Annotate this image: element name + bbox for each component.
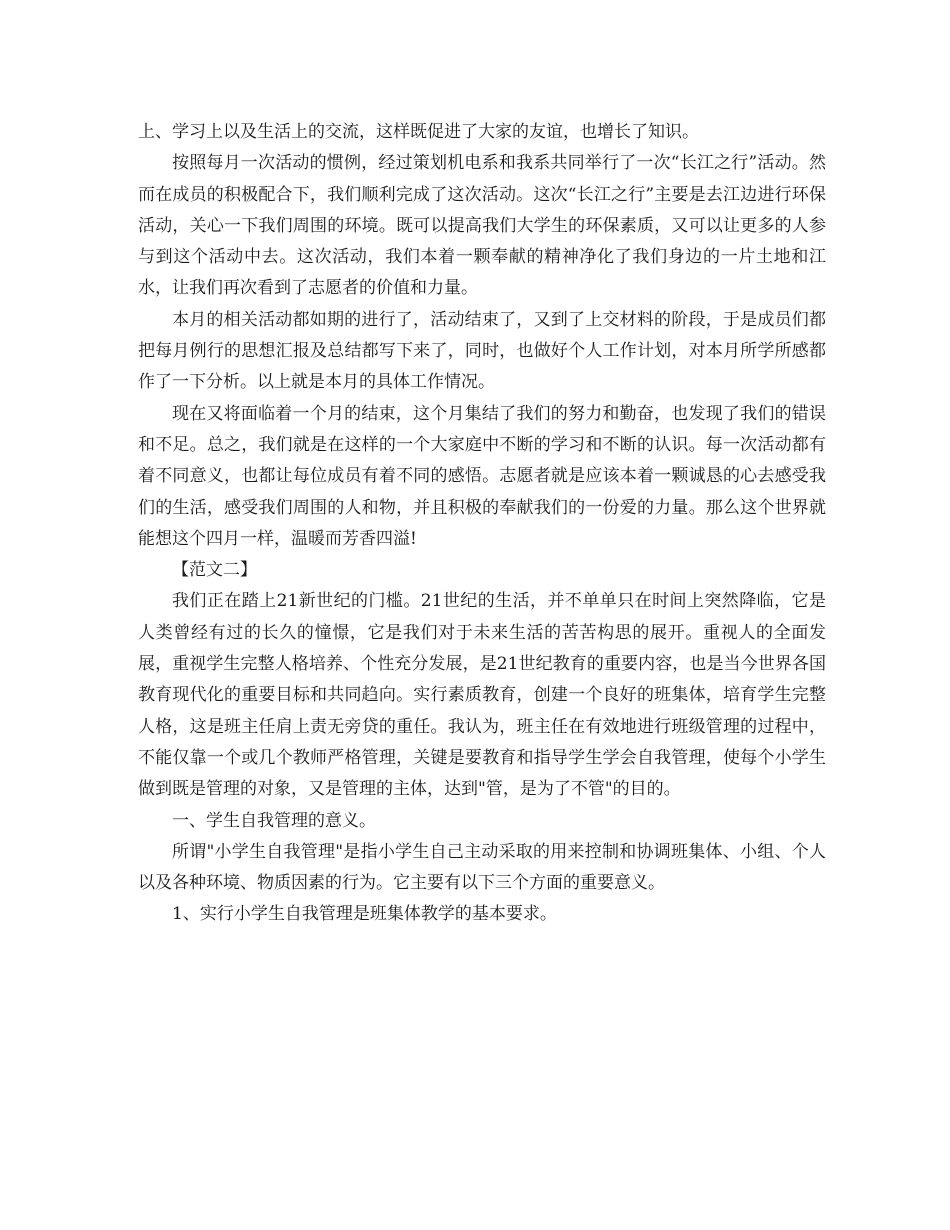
paragraph-definition: 所谓"小学生自我管理"是指小学生自己主动采取的用来控制和协调班集体、小组、个人以及各种环境、物质因素的行为。它主要有以下三个方面的重要意义。 [138, 841, 826, 894]
paragraph-intro: 我们正在踏上21新世纪的门槛。21世纪的生活，并不单单只在时间上突然降临，它是人类曾经有过的长久的憧憬，它是我们对于未来生活的苦苦构思的展开。重视人的全面发展，重视学生完整人格培养、个性充分发展，是21世纪教育的重要内容，也是当今世界各国教育现代化的重要目标和共同趋向。实行素质教育，创建一个良好的班集体，培育学生完整人格，这是班主任肩上责无旁贷的重任。我认为，班主任在有效地进行班级管理的过程中，不能仅靠一个或几个教师严格管理，关键是要教育和指导学生学会自我管理，使每个小学生做到既是管理的对象，又是管理的主体，达到"管，是为了不管"的目的。 [138, 591, 826, 800]
paragraph-summary: 现在又将面临着一个月的结束，这个月集结了我们的努力和勤奋，也发现了我们的错误和不足。总之，我们就是在这样的一个大家庭中不断的学习和不断的认识。每一次活动都有着不同意义，也都让每位成员有着不同的感悟。志愿者就是应该本着一颗诚恳的心去感受我们的生活，感受我们周围的人和物，并且积极的奉献我们的一份爱的力量。那么这个世界就能想这个四月一样，温暖而芳香四溢! [138, 403, 826, 549]
paragraph-materials: 本月的相关活动都如期的进行了，活动结束了，又到了上交材料的阶段，于是成员们都把每月例行的思想汇报及总结都写下来了，同时，也做好个人工作计划，对本月所学所感都作了一下分析。以上就是本月的具体工作情况。 [138, 309, 826, 393]
subheading-significance: 一、学生自我管理的意义。 [172, 810, 376, 831]
paragraph-activity: 按照每月一次活动的惯例，经过策划机电系和我系共同举行了一次“长江之行”活动。然而在成员的积极配合下，我们顺利完成了这次活动。这次“长江之行”主要是去江边进行环保活动，关心一下我们周围的环境。既可以提高我们大学生的环保素质，又可以让更多的人参与到这个活动中去。这次活动，我们本着一颗奉献的精神净化了我们身边的一片土地和江水，让我们再次看到了志愿者的价值和力量。 [138, 153, 826, 299]
paragraph-continuation: 上、学习上以及生活上的交流，这样既促进了大家的友谊，也增长了知识。 [138, 122, 699, 142]
list-item-requirement: 1、实行小学生自我管理是班集体教学的基本要求。 [172, 904, 557, 925]
document-body [138, 117, 826, 931]
section-heading-sample-two: 【范文二】 [172, 560, 257, 581]
